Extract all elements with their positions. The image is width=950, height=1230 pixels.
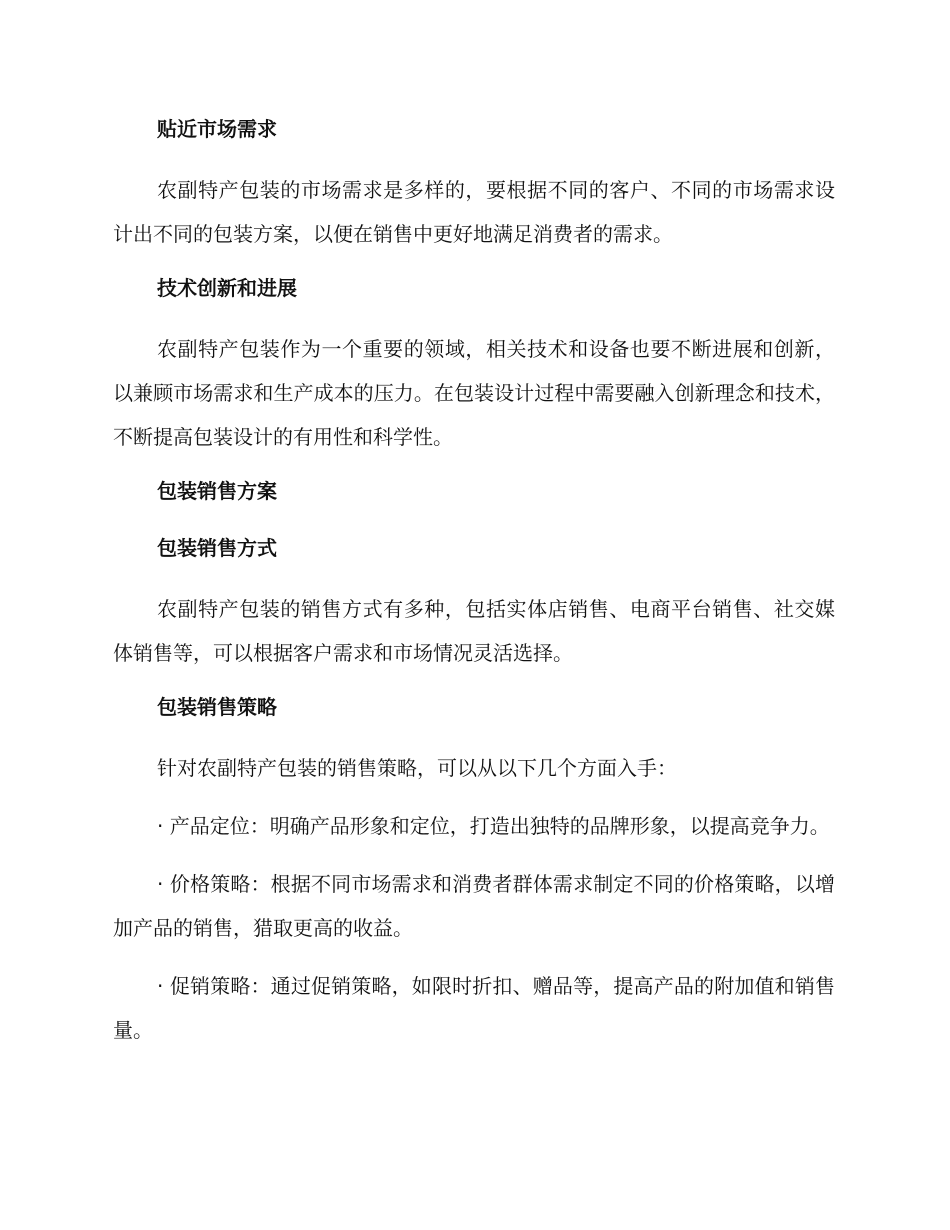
section-heading-sales-methods: 包装销售方式 (157, 536, 277, 560)
section-heading-market-demand: 贴近市场需求 (157, 117, 277, 141)
paragraph-sales-strategy-intro: 针对农副特产包装的销售策略，可以从以下几个方面入手： (157, 756, 677, 780)
section-heading-sales-plan: 包装销售方案 (157, 479, 277, 503)
section-heading-tech-innovation: 技术创新和进展 (157, 276, 297, 300)
paragraph-sales-methods: 农副特产包装的销售方式有多种，包括实体店销售、电商平台销售、社交媒体销售等，可以根据客户需求和市场情况灵活选择。 (113, 597, 835, 665)
bullet-pricing-strategy: · 价格策略：根据不同市场需求和消费者群体需求制定不同的价格策略，以增加产品的销售，猎取更高的收益。 (113, 872, 835, 940)
paragraph-market-demand: 农副特产包装的市场需求是多样的，要根据不同的客户、不同的市场需求设计出不同的包装方案，以便在销售中更好地满足消费者的需求。 (113, 178, 835, 246)
document-body (113, 111, 835, 1066)
bullet-product-positioning: · 产品定位：明确产品形象和定位，打造出独特的品牌形象，以提高竞争力。 (157, 814, 830, 838)
paragraph-tech-innovation: 农副特产包装作为一个重要的领域，相关技术和设备也要不断进展和创新，以兼顾市场需求和生产成本的压力。在包装设计过程中需要融入创新理念和技术，不断提高包装设计的有用性和科学性。 (113, 337, 835, 449)
section-heading-sales-strategy: 包装销售策略 (157, 695, 277, 719)
bullet-promotion-strategy: · 促销策略：通过促销策略，如限时折扣、赠品等，提高产品的附加值和销售量。 (113, 974, 835, 1042)
